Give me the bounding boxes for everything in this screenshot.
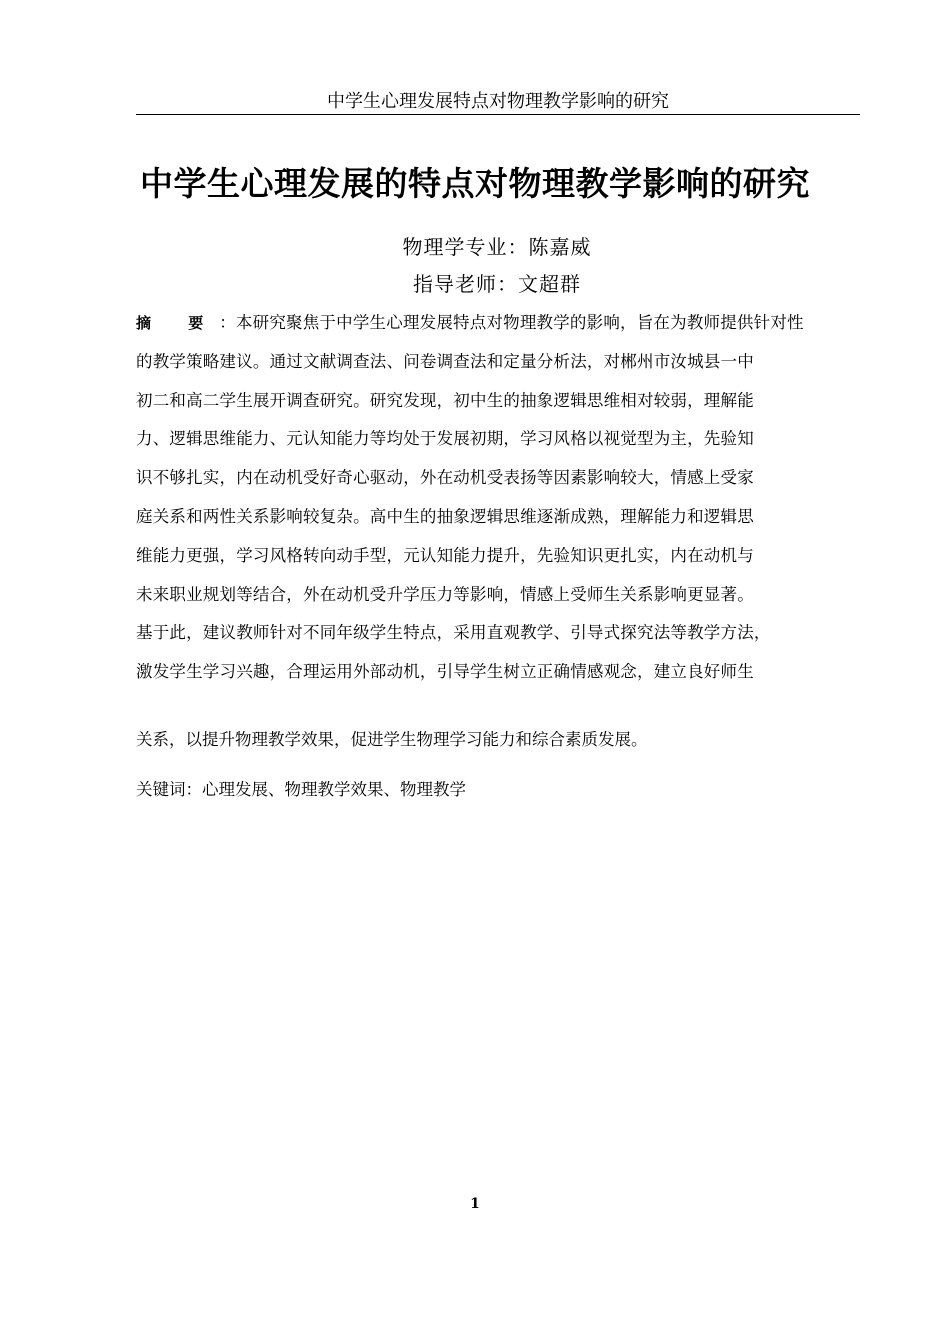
running-header: 中学生心理发展特点对物理教学影响的研究 — [327, 91, 669, 112]
abstract-line: 力、逻辑思维能力、元认知能力等均处于发展初期，学习风格以视觉型为主，先验知 — [136, 429, 754, 449]
abstract-line-text: ：本研究聚焦于中学生心理发展特点对物理教学的影响，旨在为教师提供针对性 — [219, 313, 804, 332]
abstract-tail-line: 关系，以提升物理教学效果，促进学生物理学习能力和综合素质发展。 — [136, 730, 648, 749]
page-number: 1 — [470, 1196, 480, 1212]
advisor-line: 指导老师：文超群 — [413, 272, 581, 296]
author-major-line: 物理学专业：陈嘉威 — [402, 235, 592, 259]
abstract — [136, 309, 864, 697]
abstract-line — [136, 309, 864, 348]
abstract-line: 未来职业规划等结合，外在动机受升学压力等影响，情感上受师生关系影响更显著。 — [136, 584, 754, 604]
abstract-line: 激发学生学习兴趣，合理运用外部动机，引导学生树立正确情感观念，建立良好师生 — [136, 662, 754, 682]
abstract-line: 识不够扎实，内在动机受好奇心驱动，外在动机受表扬等因素影响较大，情感上受家 — [136, 468, 754, 488]
abstract-line: 的教学策略建议。通过文献调查法、问卷调查法和定量分析法，对郴州市汝城县一中 — [136, 351, 754, 371]
abstract-line: 初二和高二学生展开调查研究。研究发现，初中生的抽象逻辑思维相对较弱，理解能 — [136, 390, 754, 410]
keywords: 关键词：心理发展、物理教学效果、物理教学 — [136, 780, 466, 799]
abstract-line: 维能力更强，学习风格转向动手型，元认知能力提升，先验知识更扎实，内在动机与 — [136, 545, 754, 565]
paper-title: 中学生心理发展的特点对物理教学影响的研究 — [140, 164, 810, 203]
abstract-line: 基于此，建议教师针对不同年级学生特点，采用直观教学、引导式探究法等教学方法， — [136, 623, 771, 643]
abstract-label: 摘 要 — [136, 314, 220, 332]
abstract-line: 庭关系和两性关系影响较复杂。高中生的抽象逻辑思维逐渐成熟，理解能力和逻辑思 — [136, 506, 754, 526]
header-rule — [136, 114, 860, 115]
